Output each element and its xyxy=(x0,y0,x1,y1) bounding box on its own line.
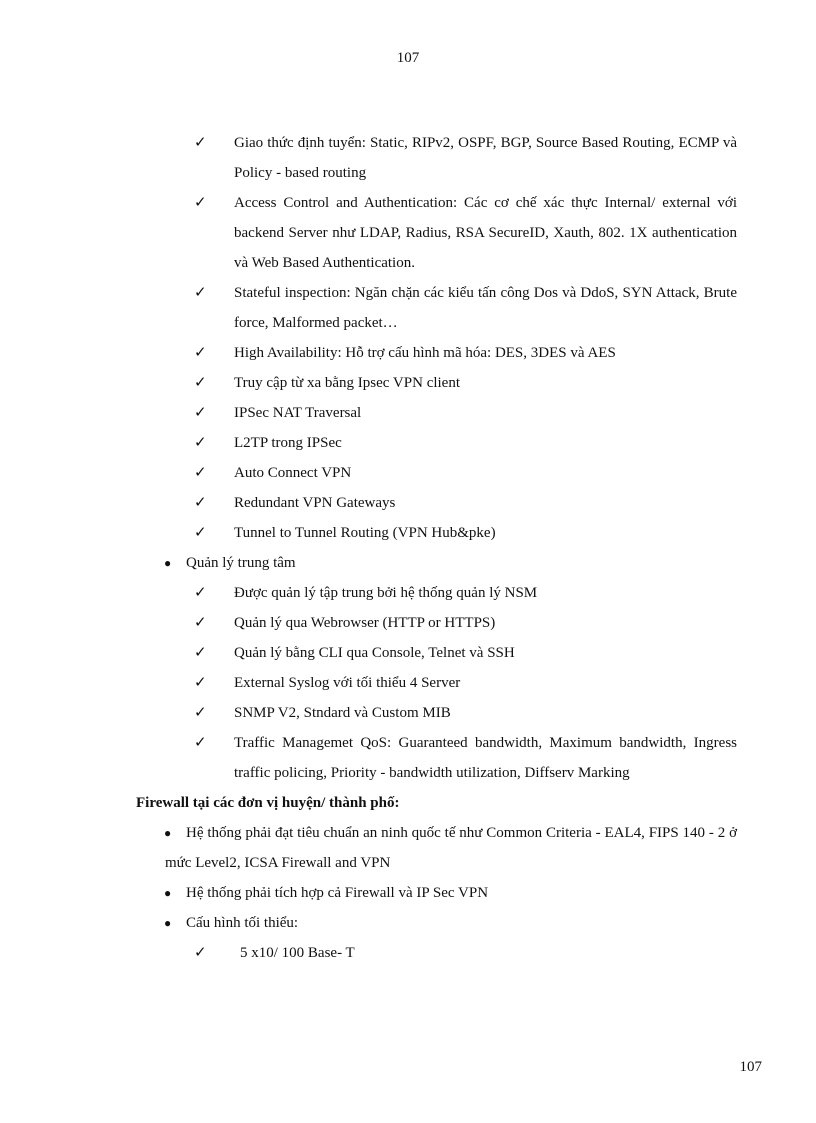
check-item-text: Quản lý qua Webrowser (HTTP or HTTPS) xyxy=(234,615,496,631)
check-item xyxy=(0,638,816,668)
check-item xyxy=(0,488,816,518)
check-item-text: Tunnel to Tunnel Routing (VPN Hub&pke) xyxy=(234,525,496,541)
check-item-text: L2TP trong IPSec xyxy=(234,435,342,451)
bullet-icon: ● xyxy=(164,886,172,900)
check-item xyxy=(0,398,816,428)
bullet-item xyxy=(0,818,816,878)
check-icon: ✓ xyxy=(194,585,207,601)
check-item xyxy=(0,668,816,698)
check-item xyxy=(0,428,816,458)
check-item-text: Được quản lý tập trung bởi hệ thống quản lý NSM xyxy=(234,585,538,601)
check-item xyxy=(0,938,816,968)
check-icon: ✓ xyxy=(194,945,207,961)
bullet-item xyxy=(0,908,816,938)
check-item xyxy=(0,368,816,398)
check-icon: ✓ xyxy=(194,675,207,691)
check-item-text: 5 x10/ 100 Base- T xyxy=(240,945,355,961)
check-icon: ✓ xyxy=(194,495,207,511)
check-item xyxy=(0,278,816,338)
bullet-icon: ● xyxy=(164,556,172,570)
document-body xyxy=(0,128,816,968)
check-item xyxy=(0,518,816,548)
check-item-text: Giao thức định tuyển: Static, RIPv2, OSPF, BGP, Source Based Routing, ECMP và Policy - based routing xyxy=(234,135,737,181)
check-item-text: IPSec NAT Traversal xyxy=(234,405,362,421)
check-item-text: Traffic Managemet QoS: Guaranteed bandwidth, Maximum bandwidth, Ingress traffic policing, Priority - bandwidth utilization, Diffserv Marking xyxy=(234,735,737,781)
bullet-item-text: Quản lý trung tâm xyxy=(186,555,296,571)
check-icon: ✓ xyxy=(194,645,207,661)
check-icon: ✓ xyxy=(194,705,207,721)
check-item-text: External Syslog với tối thiểu 4 Server xyxy=(234,675,461,691)
check-icon: ✓ xyxy=(194,435,207,451)
check-item xyxy=(0,578,816,608)
check-item-text: Truy cập từ xa bằng Ipsec VPN client xyxy=(234,375,461,391)
check-item xyxy=(0,728,816,788)
bullet-icon: ● xyxy=(164,916,172,930)
check-icon: ✓ xyxy=(194,735,207,751)
check-icon: ✓ xyxy=(194,345,207,361)
bullet-item-text: Hệ thống phải tích hợp cả Firewall và IP Sec VPN xyxy=(186,885,489,901)
check-icon: ✓ xyxy=(194,405,207,421)
check-item-text: High Availability: Hỗ trợ cấu hình mã hóa: DES, 3DES và AES xyxy=(234,345,616,361)
bullet-item xyxy=(0,548,816,578)
check-icon: ✓ xyxy=(194,375,207,391)
check-item xyxy=(0,698,816,728)
page-number-top: 107 xyxy=(396,50,420,66)
check-item-text: Auto Connect VPN xyxy=(234,465,352,481)
check-item-text: Redundant VPN Gateways xyxy=(234,495,396,511)
check-icon: ✓ xyxy=(194,195,207,211)
check-item-text: Stateful inspection: Ngăn chặn các kiểu tấn công Dos và DdoS, SYN Attack, Brute force, Malformed packet… xyxy=(234,285,737,331)
check-item xyxy=(0,128,816,188)
check-item xyxy=(0,608,816,638)
page-number-bottom: 107 xyxy=(739,1059,762,1075)
check-item xyxy=(0,338,816,368)
check-icon: ✓ xyxy=(194,285,207,301)
check-icon: ✓ xyxy=(194,525,207,541)
check-icon: ✓ xyxy=(194,135,207,151)
check-item-text: SNMP V2, Stndard và Custom MIB xyxy=(234,705,451,721)
bullet-item-text: Cấu hình tối thiểu: xyxy=(186,915,299,931)
bullet-item-text: Hệ thống phải đạt tiêu chuẩn an ninh quốc tế như Common Criteria - EAL4, FIPS 140 - 2 ở mức Level2, ICSA Firewall and VPN xyxy=(165,825,737,871)
section-heading: Firewall tại các đơn vị huyện/ thành phố: xyxy=(136,795,400,811)
check-item xyxy=(0,458,816,488)
bullet-item xyxy=(0,878,816,908)
check-item xyxy=(0,188,816,278)
check-item-text: Access Control and Authentication: Các cơ chế xác thực Internal/ external với backend Server như LDAP, Radius, RSA SecureID, Xauth, 802. 1X authentication và Web Based Authentication. xyxy=(234,195,737,271)
bullet-icon: ● xyxy=(164,826,172,840)
check-item-text: Quản lý bằng CLI qua Console, Telnet và SSH xyxy=(234,645,515,661)
check-icon: ✓ xyxy=(194,465,207,481)
check-icon: ✓ xyxy=(194,615,207,631)
